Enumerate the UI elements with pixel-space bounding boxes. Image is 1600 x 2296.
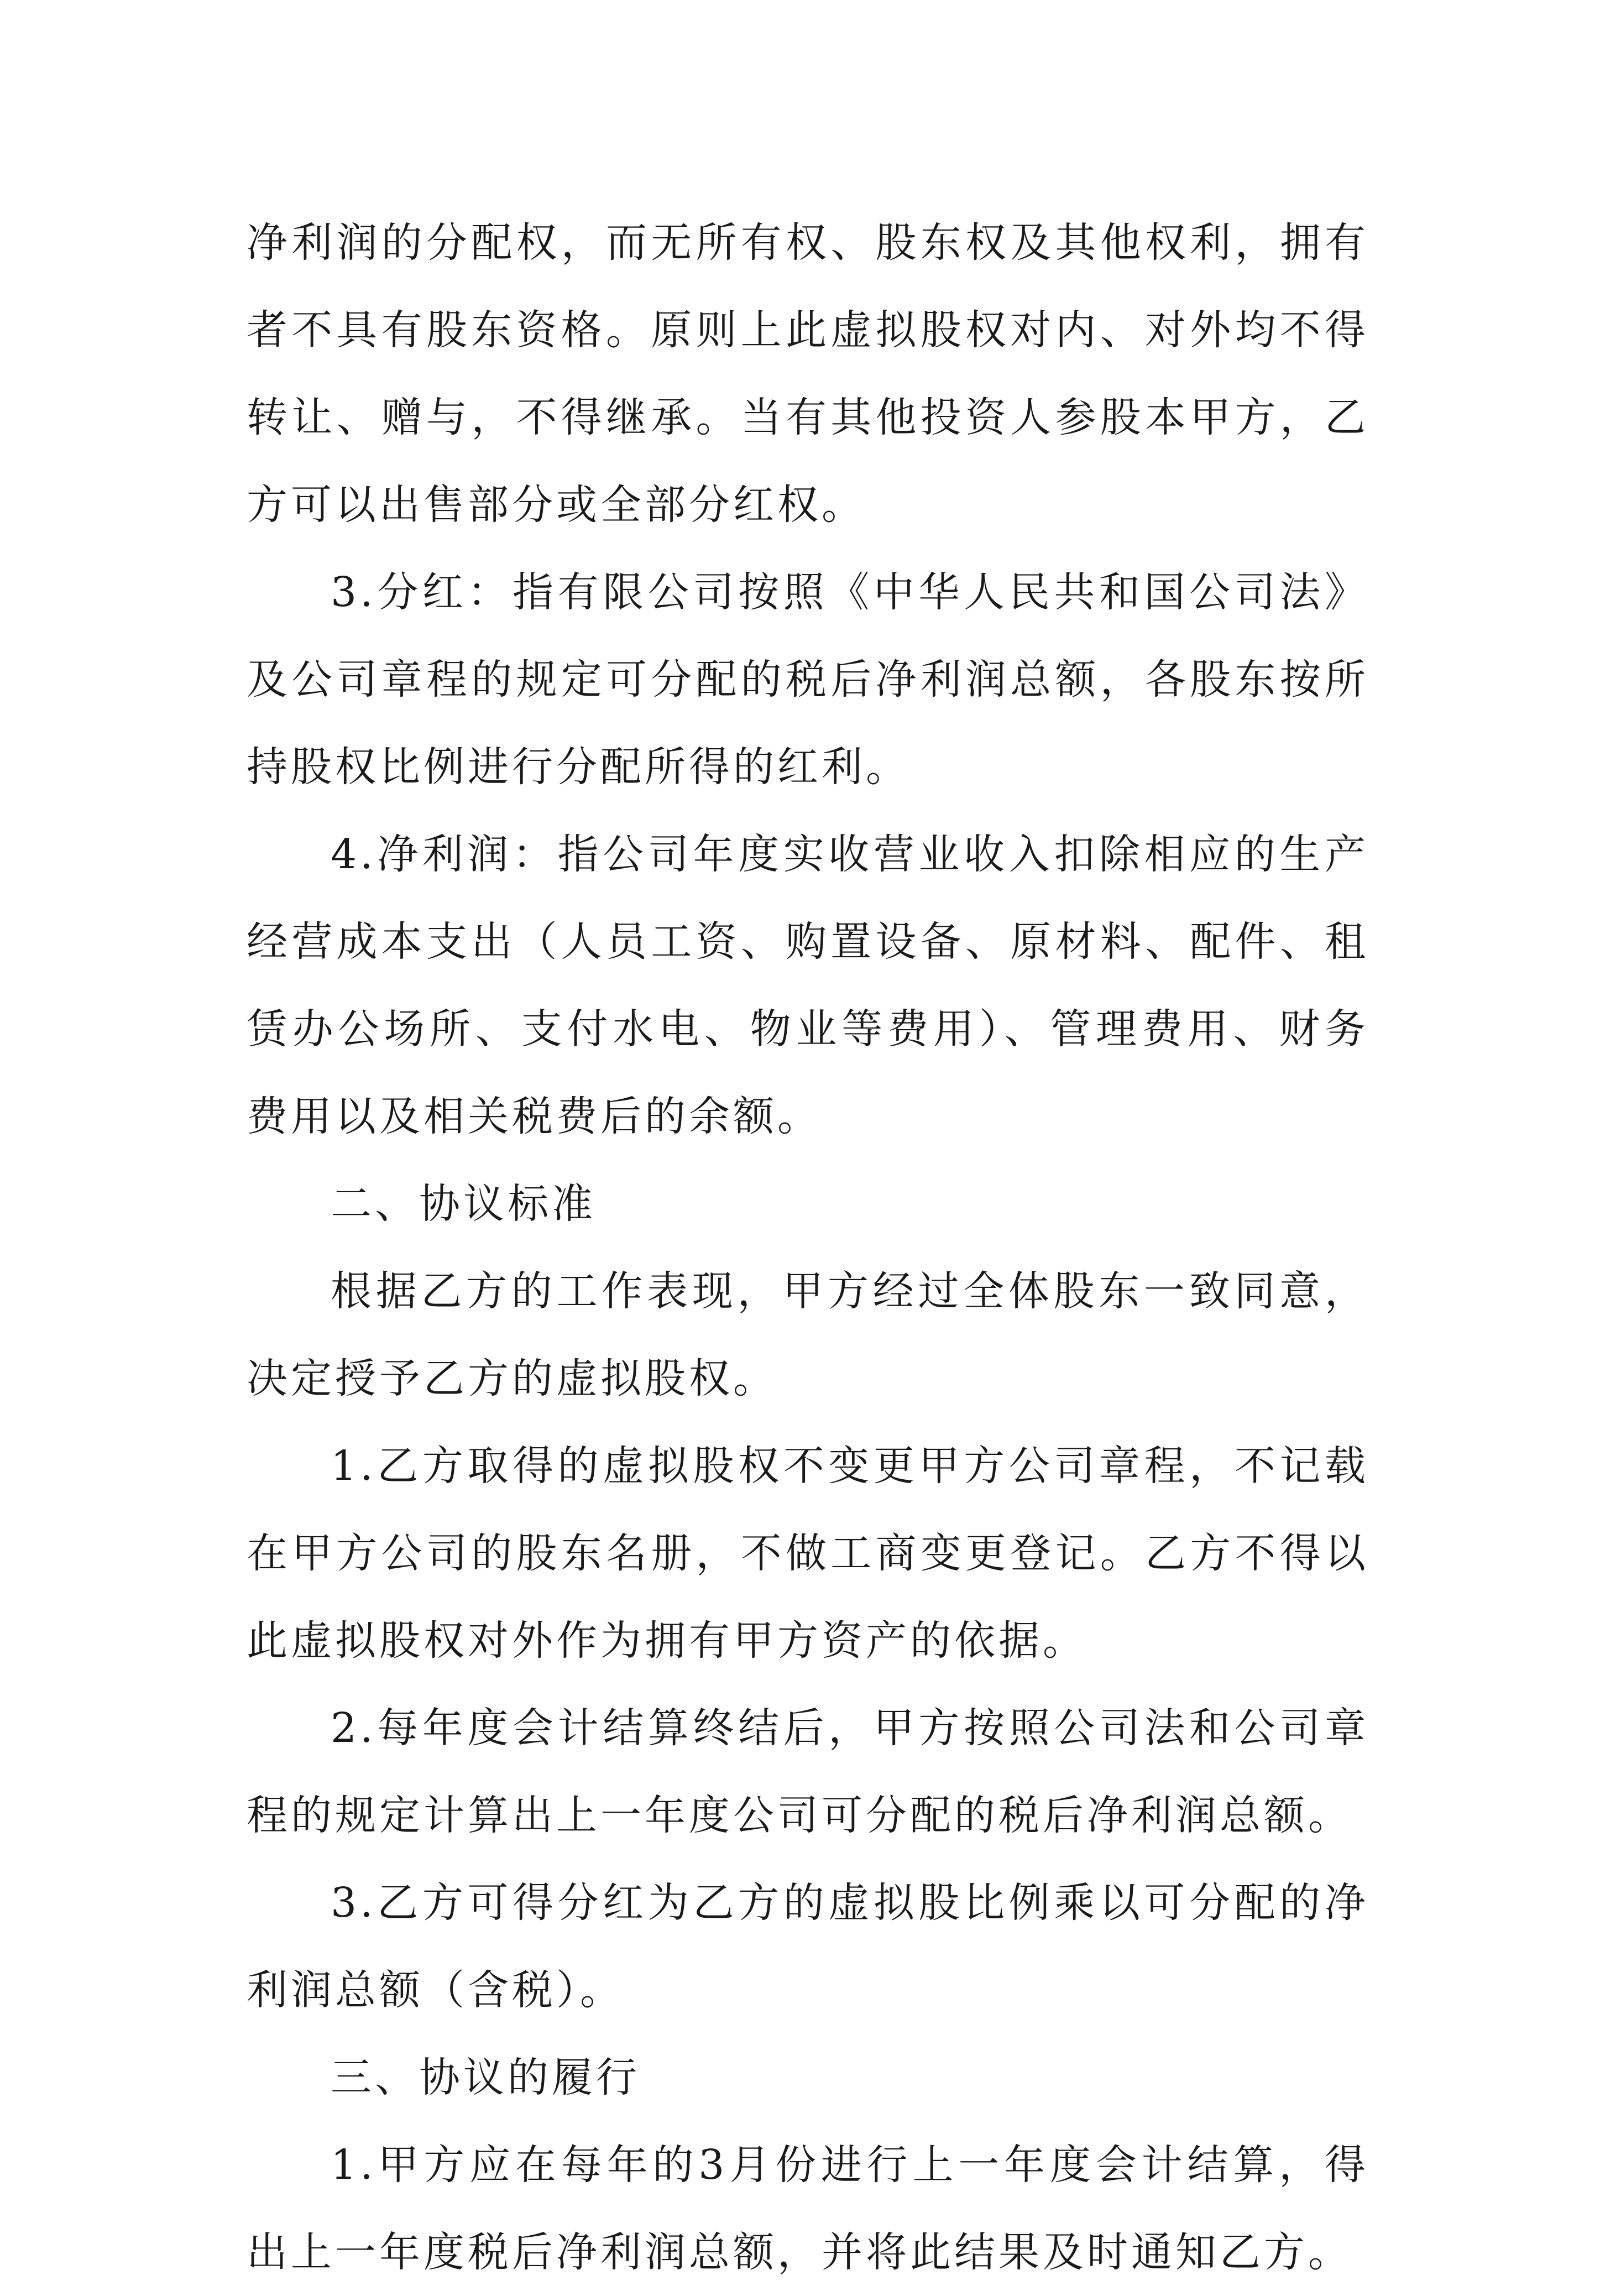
paragraph-performance-clause-1: 1.甲方应在每年的3月份进行上一年度会计结算，得出上一年度税后净利润总额，并将此结果及时通知乙方。 [247, 2141, 1369, 2276]
section-heading-agreement-standard: 二、协议标准 [331, 1180, 596, 1228]
document-body [247, 199, 1369, 2296]
paragraph-profit-rights: 净利润的分配权，而无所有权、股东权及其他权利，拥有者不具有股东资格。原则上此虚拟股权对内、对外均不得转让、赠与，不得继承。当有其他投资人参股本甲方，乙方可以出售部分或全部分红权。 [247, 219, 1369, 529]
paragraph-net-profit-definition: 4.净利润：指公司年度实收营业收入扣除相应的生产经营成本支出（人员工资、购置设备、原材料、配件、租赁办公场所、支付水电、物业等费用）、管理费用、财务费用以及相关税费后的余额。 [247, 831, 1369, 1140]
paragraph-clause-2-annual-settlement: 2.每年度会计结算终结后，甲方按照公司法和公司章程的规定计算出上一年度公司可分配的税后净利润总额。 [247, 1704, 1369, 1839]
paragraph-clause-1-no-registration: 1.乙方取得的虚拟股权不变更甲方公司章程，不记载在甲方公司的股东名册，不做工商变更登记。乙方不得以此虚拟股权对外作为拥有甲方资产的依据。 [247, 1442, 1369, 1664]
section-heading-agreement-performance: 三、协议的履行 [331, 2054, 640, 2101]
paragraph-dividend-definition: 3.分红：指有限公司按照《中华人民共和国公司法》及公司章程的规定可分配的税后净利润总额，各股东按所持股权比例进行分配所得的红利。 [247, 568, 1369, 791]
paragraph-clause-3-dividend-calculation: 3.乙方可得分红为乙方的虚拟股比例乘以可分配的净利润总额（含税）。 [247, 1879, 1369, 2014]
paragraph-grant-basis: 根据乙方的工作表现，甲方经过全体股东一致同意，决定授予乙方的虚拟股权。 [247, 1267, 1369, 1402]
